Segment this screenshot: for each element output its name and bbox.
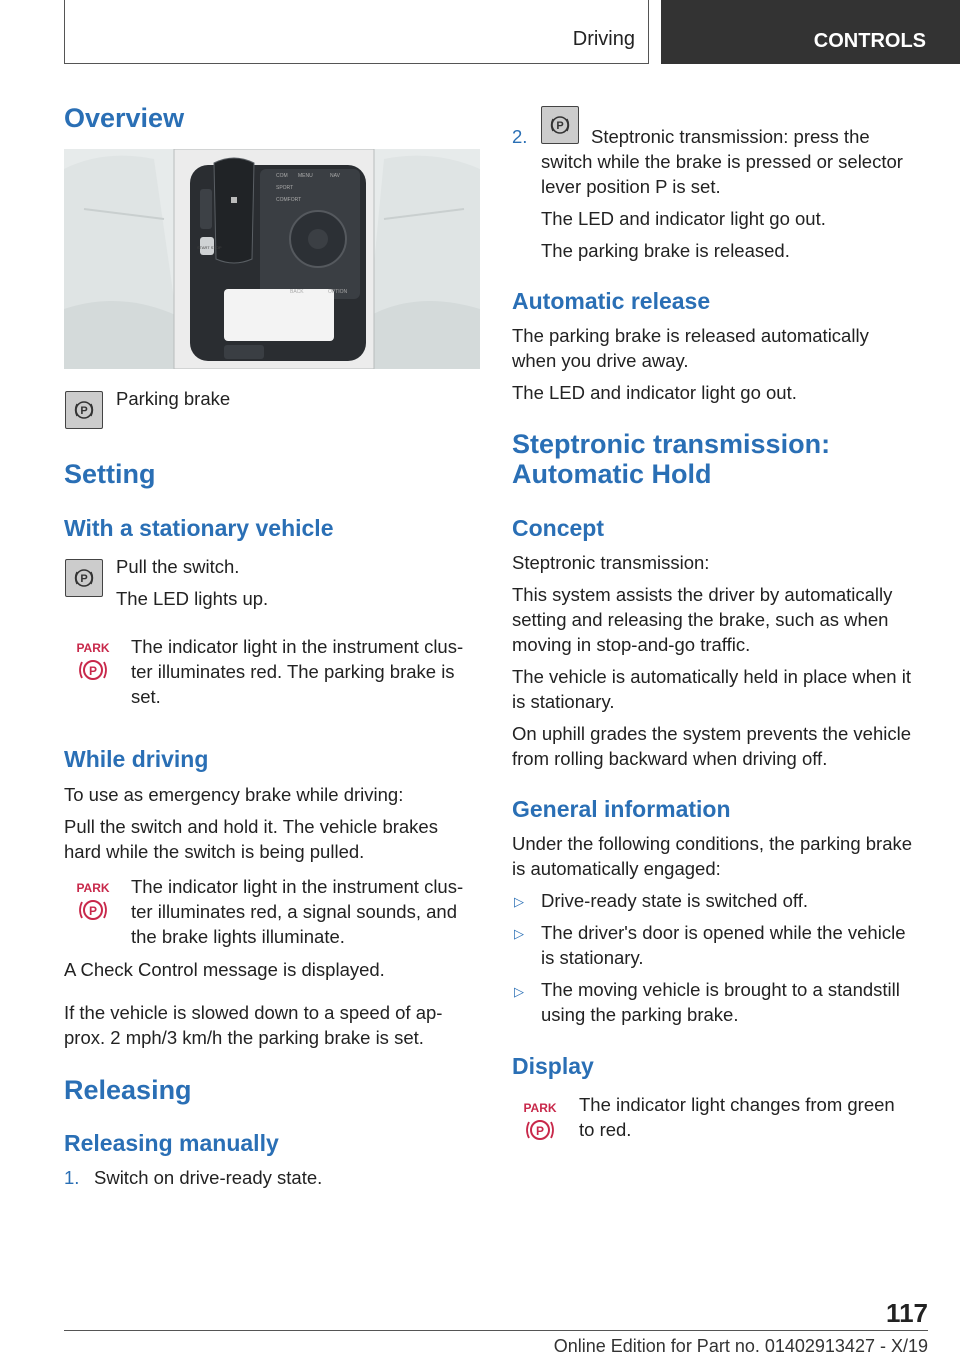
emergency-text: To use as emergency brake while driving: xyxy=(64,784,404,805)
automatic-release-heading: Automatic release xyxy=(512,288,711,314)
automatic-hold-heading-line-1: Steptronic transmission: xyxy=(512,429,831,459)
indicator-red-line-1: The indicator light in the instrument clus- xyxy=(131,636,464,657)
auto-release-line-2: when you drive away. xyxy=(512,350,689,371)
setting-heading: Setting xyxy=(64,459,156,489)
step-2-released-text: The parking brake is released. xyxy=(541,240,790,261)
indicator-signal-line-1: The indicator light in the instrument clus- xyxy=(131,876,464,897)
check-control-text: A Check Control message is displayed. xyxy=(64,959,385,980)
display-heading: Display xyxy=(512,1053,594,1079)
general-line-2: is automatically engaged: xyxy=(512,858,721,879)
bullet-3-line-1: The moving vehicle is brought to a standstill xyxy=(541,979,900,1000)
overview-heading: Overview xyxy=(64,103,185,133)
panel-label-comfort: COMFORT xyxy=(276,197,302,203)
bullet-2-line-1: The driver's door is opened while the vehicle xyxy=(541,922,906,943)
p-letter: P xyxy=(88,904,98,918)
panel-label-back: BACK xyxy=(290,289,304,295)
p-letter: P xyxy=(80,405,88,417)
step-2-number: 2. xyxy=(512,126,528,147)
while-driving-heading: While driving xyxy=(64,746,209,772)
display-line-2: to red. xyxy=(579,1119,632,1140)
bullet-triangle-icon: ▷ xyxy=(514,926,524,941)
indicator-signal-line-2: ter illuminates red, a signal sounds, and xyxy=(131,901,457,922)
park-indicator-icon xyxy=(73,640,113,684)
concept-heading: Concept xyxy=(512,515,604,541)
indicator-signal-line-3: the brake lights illuminate. xyxy=(131,926,345,947)
p-letter: P xyxy=(535,1124,545,1138)
general-information-heading: General information xyxy=(512,796,731,822)
figure-caption: Parking brake xyxy=(116,388,231,409)
park-label: PARK xyxy=(523,1101,557,1115)
bullet-2-line-2: is stationary. xyxy=(541,947,644,968)
releasing-heading: Releasing xyxy=(64,1075,192,1105)
page-number: 117 xyxy=(886,1298,928,1328)
center-console-figure xyxy=(64,149,480,369)
park-indicator-icon xyxy=(520,1100,560,1144)
footer-divider xyxy=(64,1330,928,1331)
panel-label-nav: NAV xyxy=(330,173,340,179)
slowed-line-2: prox. 2 mph/3 km/h the parking brake is set. xyxy=(64,1027,424,1048)
step-2-line-2: switch while the brake is pressed or selector xyxy=(541,151,903,172)
pull-hold-line-2: hard while the switch is being pulled. xyxy=(64,841,365,862)
pull-switch-text: Pull the switch. xyxy=(116,556,240,577)
park-indicator-icon xyxy=(73,880,113,924)
bullet-1-text: Drive-ready state is switched off. xyxy=(541,890,808,911)
releasing-manually-heading: Releasing manually xyxy=(64,1130,279,1156)
header-section: Driving xyxy=(572,28,635,50)
general-line-1: Under the following conditions, the parking brake xyxy=(512,833,913,854)
parking-brake-switch-icon xyxy=(65,391,103,429)
indicator-red-line-3: set. xyxy=(131,686,161,707)
panel-label-com: COM xyxy=(276,173,288,179)
bullet-triangle-icon: ▷ xyxy=(514,984,524,999)
slowed-line-1: If the vehicle is slowed down to a speed of ap- xyxy=(64,1002,443,1023)
led-lights-up-text: The LED lights up. xyxy=(116,588,269,609)
concept-line-4b: from rolling backward when driving off. xyxy=(512,748,828,769)
concept-line-2c: moving in stop-and-go traffic. xyxy=(512,634,751,655)
park-label: PARK xyxy=(76,881,110,895)
p-letter: P xyxy=(556,120,564,132)
panel-label-menu: MENU xyxy=(298,173,313,179)
display-line-1: The indicator light changes from green xyxy=(579,1094,895,1115)
step-1-text: Switch on drive-ready state. xyxy=(94,1167,323,1188)
parking-brake-switch-icon xyxy=(65,559,103,597)
concept-line-2b: setting and releasing the brake, such as when xyxy=(512,609,889,630)
automatic-hold-heading-line-2: Automatic Hold xyxy=(512,459,712,489)
p-letter: P xyxy=(80,573,88,585)
footer-edition: Online Edition for Part no. 01402913427 - X/19 xyxy=(553,1336,928,1356)
header-tab-controls[interactable]: CONTROLS xyxy=(661,0,960,64)
panel-label-option: OPTION xyxy=(328,289,348,295)
auto-release-led-text: The LED and indicator light go out. xyxy=(512,382,797,403)
concept-line-2a: This system assists the driver by automatically xyxy=(512,584,893,605)
step-2-line-3: lever position P is set. xyxy=(541,176,721,197)
auto-release-line-1: The parking brake is released automatically xyxy=(512,325,869,346)
step-2-led-text: The LED and indicator light go out. xyxy=(541,208,826,229)
step-1-number: 1. xyxy=(64,1167,80,1188)
panel-label-sport: SPORT xyxy=(276,185,294,191)
step-2-line-1: Steptronic transmission: press the xyxy=(591,126,870,147)
bullet-3-line-2: using the parking brake. xyxy=(541,1004,739,1025)
concept-line-3b: is stationary. xyxy=(512,691,615,712)
pull-hold-line-1: Pull the switch and hold it. The vehicle brakes xyxy=(64,816,438,837)
parking-brake-switch-icon xyxy=(541,106,579,144)
park-label: PARK xyxy=(76,641,110,655)
concept-line-1: Steptronic transmission: xyxy=(512,552,710,573)
stationary-heading: With a stationary vehicle xyxy=(64,515,334,541)
indicator-red-line-2: ter illuminates red. The parking brake is xyxy=(131,661,455,682)
start-stop-label: START STOP xyxy=(197,245,222,250)
concept-line-4a: On uphill grades the system prevents the vehicle xyxy=(512,723,911,744)
concept-line-3a: The vehicle is automatically held in place when it xyxy=(512,666,911,687)
p-letter: P xyxy=(88,664,98,678)
bullet-triangle-icon: ▷ xyxy=(514,894,524,909)
